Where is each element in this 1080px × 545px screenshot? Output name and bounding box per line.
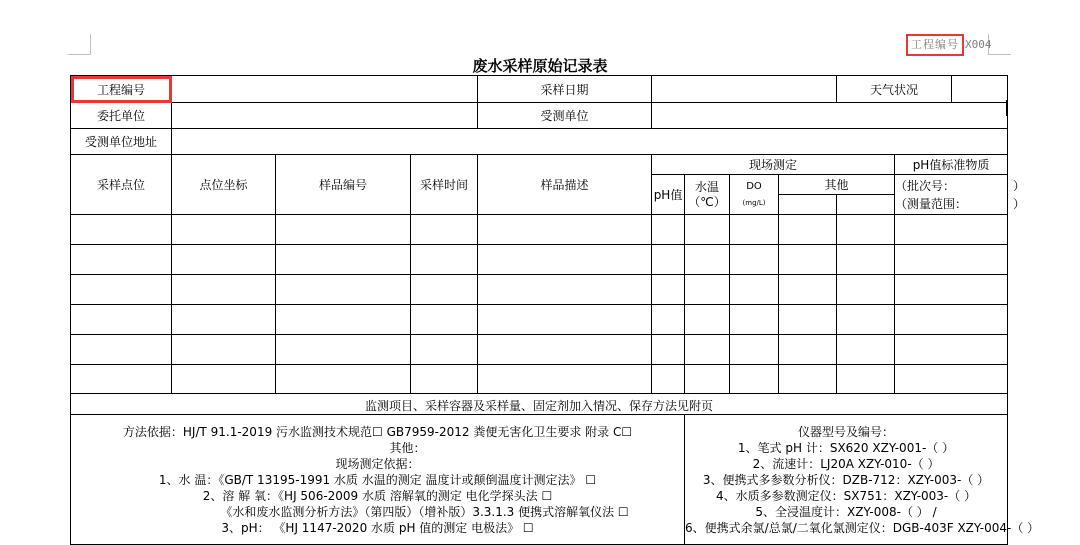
- cell[interactable]: [779, 335, 837, 365]
- cell[interactable]: [172, 305, 276, 335]
- methods-cell: [71, 415, 685, 545]
- cell[interactable]: [895, 365, 1008, 394]
- sampling-date-label: 采样日期: [478, 76, 652, 103]
- cell[interactable]: [652, 305, 685, 335]
- col-other-1: [779, 195, 837, 215]
- instrument-3: 3、便携式多参数分析仪：DZB-712：XZY-003-（ ）: [702, 472, 990, 487]
- instrument-1: 1、笔式 pH 计：SX620 XZY-001-（ ）: [737, 440, 955, 455]
- cell[interactable]: [71, 245, 172, 275]
- cell[interactable]: [276, 335, 411, 365]
- cell[interactable]: [730, 275, 779, 305]
- cell[interactable]: [730, 245, 779, 275]
- cell[interactable]: [779, 305, 837, 335]
- cell[interactable]: [685, 275, 730, 305]
- col-other: 其他: [779, 175, 895, 195]
- methods-row: [71, 415, 1008, 545]
- cell[interactable]: [685, 335, 730, 365]
- instrument-6: 6、便携式余氯/总氯/二氧化氯测定仪：DGB-403F XZY-004-（ ）: [685, 520, 1040, 535]
- cell[interactable]: [411, 335, 478, 365]
- column-header-row-1: [71, 155, 1008, 175]
- cell[interactable]: [71, 305, 172, 335]
- instrument-5: 5、全浸温度计：XZY-008-（ ） /: [755, 504, 937, 519]
- cell[interactable]: [730, 365, 779, 394]
- field-basis-title: 现场测定依据：: [335, 456, 420, 471]
- sampling-date-value[interactable]: [652, 76, 837, 103]
- method-1: 1、水 温：《GB/T 13195-1991 水质 水温的测定 温度计或颠倒温度计测定法》 ☐: [158, 472, 597, 487]
- method-2b: 《水和废水监测分析方法》（第四版）（增补版）3.3.1.3 便携式溶解氧仪法 ☐: [220, 504, 629, 519]
- cell[interactable]: [685, 305, 730, 335]
- cell[interactable]: [478, 305, 652, 335]
- cell[interactable]: [652, 335, 685, 365]
- water-temp-label: 水温: [695, 179, 720, 194]
- cell[interactable]: [411, 365, 478, 394]
- cell[interactable]: [837, 365, 895, 394]
- col-sampling-time: 采样时间: [411, 155, 478, 215]
- cell[interactable]: [478, 245, 652, 275]
- client-value[interactable]: [172, 103, 478, 129]
- monitor-note: 监测项目、采样容器及采样量、固定剂加入情况、保存方法见附页: [71, 394, 1008, 415]
- col-do: [730, 175, 779, 215]
- cell[interactable]: [172, 215, 276, 245]
- cell[interactable]: [652, 365, 685, 394]
- document-number-code: X004: [965, 38, 992, 51]
- info-row-1: [71, 76, 1008, 103]
- cell[interactable]: [172, 275, 276, 305]
- table-row: [71, 275, 1008, 305]
- document-number: [906, 34, 992, 56]
- ph-range-label: （测量范围：: [895, 196, 968, 211]
- cell[interactable]: [478, 215, 652, 245]
- col-ph-standard: pH值标准物质: [895, 155, 1008, 175]
- table-row: [71, 305, 1008, 335]
- cell[interactable]: [172, 365, 276, 394]
- cell[interactable]: [71, 275, 172, 305]
- cell[interactable]: [478, 365, 652, 394]
- page-title: 废水采样原始记录表: [472, 57, 608, 75]
- cell[interactable]: [779, 245, 837, 275]
- do-unit: (mg/L): [742, 199, 766, 207]
- ph-batch-end: ）: [1013, 178, 1026, 193]
- cell[interactable]: [276, 365, 411, 394]
- cell[interactable]: [478, 275, 652, 305]
- cell[interactable]: [172, 335, 276, 365]
- cell[interactable]: [71, 365, 172, 394]
- instruments-cell: [685, 415, 1040, 545]
- method-2: 2、溶 解 氧：《HJ 506-2009 水质 溶解氧的测定 电化学探头法 ☐: [202, 488, 553, 503]
- info-row-2: [71, 103, 1008, 129]
- instruments-title: 仪器型号及编号：: [798, 424, 895, 439]
- cell[interactable]: [172, 245, 276, 275]
- cell[interactable]: [71, 335, 172, 365]
- cell[interactable]: [837, 245, 895, 275]
- cell[interactable]: [411, 215, 478, 245]
- cell[interactable]: [71, 215, 172, 245]
- ph-range-end: ）: [1013, 196, 1026, 211]
- client-label: 委托单位: [71, 103, 172, 129]
- tested-address-value[interactable]: [172, 129, 1008, 155]
- project-no-value[interactable]: [172, 76, 478, 103]
- cell[interactable]: [276, 245, 411, 275]
- method-other: 其他：: [389, 440, 426, 455]
- do-label: DO: [746, 181, 762, 192]
- col-sampling-point: 采样点位: [71, 155, 172, 215]
- table-row: [71, 215, 1008, 245]
- cell[interactable]: [837, 335, 895, 365]
- instrument-2: 2、流速计：LJ20A XZY-010-（ ）: [752, 456, 940, 471]
- info-row-3: [71, 129, 1008, 155]
- cell[interactable]: [730, 335, 779, 365]
- water-temp-unit: （℃）: [688, 194, 726, 209]
- cell[interactable]: [652, 275, 685, 305]
- cell[interactable]: [837, 275, 895, 305]
- method-3: 3、pH： 《HJ 1147-2020 水质 pH 值的测定 电极法》 ☐: [221, 520, 534, 535]
- cell[interactable]: [779, 365, 837, 394]
- cell[interactable]: [478, 335, 652, 365]
- crop-mark-top-left: [68, 34, 91, 55]
- table-row: [71, 335, 1008, 365]
- tested-address-label: 受测单位地址: [71, 129, 172, 155]
- cell[interactable]: [895, 305, 1008, 335]
- col-sample-desc: 样品描述: [478, 155, 652, 215]
- cell[interactable]: [652, 215, 685, 245]
- cell[interactable]: [895, 335, 1008, 365]
- ph-batch-label: （批次号：: [895, 178, 956, 193]
- ph-standard-details: [895, 175, 1026, 215]
- cell[interactable]: [730, 215, 779, 245]
- cell[interactable]: [652, 245, 685, 275]
- cell[interactable]: [276, 215, 411, 245]
- table-row: [71, 365, 1008, 394]
- table-row: [71, 245, 1008, 275]
- cell[interactable]: [685, 365, 730, 394]
- method-basis: 方法依据：HJ/T 91.1-2019 污水监测技术规范☐ GB7959-2012 粪便无害化卫生要求 附录 C☐: [122, 424, 633, 439]
- cell[interactable]: [837, 215, 895, 245]
- tested-unit-value[interactable]: [652, 103, 1008, 129]
- col-field-measure: 现场测定: [652, 155, 895, 175]
- cell[interactable]: [276, 275, 411, 305]
- col-sample-no: 样品编号: [276, 155, 411, 215]
- cell[interactable]: [730, 305, 779, 335]
- cell[interactable]: [895, 215, 1008, 245]
- cell[interactable]: [276, 305, 411, 335]
- col-point-coord: 点位坐标: [172, 155, 276, 215]
- cell[interactable]: [895, 245, 1008, 275]
- cell[interactable]: [411, 305, 478, 335]
- col-other-2: [837, 195, 895, 215]
- document-number-label: 工程编号: [906, 34, 964, 56]
- tested-unit-label: 受测单位: [478, 103, 652, 129]
- cell[interactable]: [411, 275, 478, 305]
- weather-value[interactable]: [952, 76, 1008, 103]
- cell[interactable]: [779, 275, 837, 305]
- cell[interactable]: [685, 215, 730, 245]
- cell[interactable]: [779, 215, 837, 245]
- monitor-note-row: [71, 394, 1008, 415]
- record-table: [70, 75, 1040, 545]
- col-ph: pH值: [652, 175, 685, 215]
- cell[interactable]: [895, 275, 1008, 305]
- cell[interactable]: [685, 245, 730, 275]
- col-water-temp: [685, 175, 730, 215]
- cell[interactable]: [411, 245, 478, 275]
- cell[interactable]: [837, 305, 895, 335]
- project-no-label: 工程编号: [71, 76, 172, 103]
- instrument-4: 4、水质多参数测定仪：SX751：XZY-003-（ ）: [715, 488, 977, 503]
- weather-label: 天气状况: [837, 76, 952, 103]
